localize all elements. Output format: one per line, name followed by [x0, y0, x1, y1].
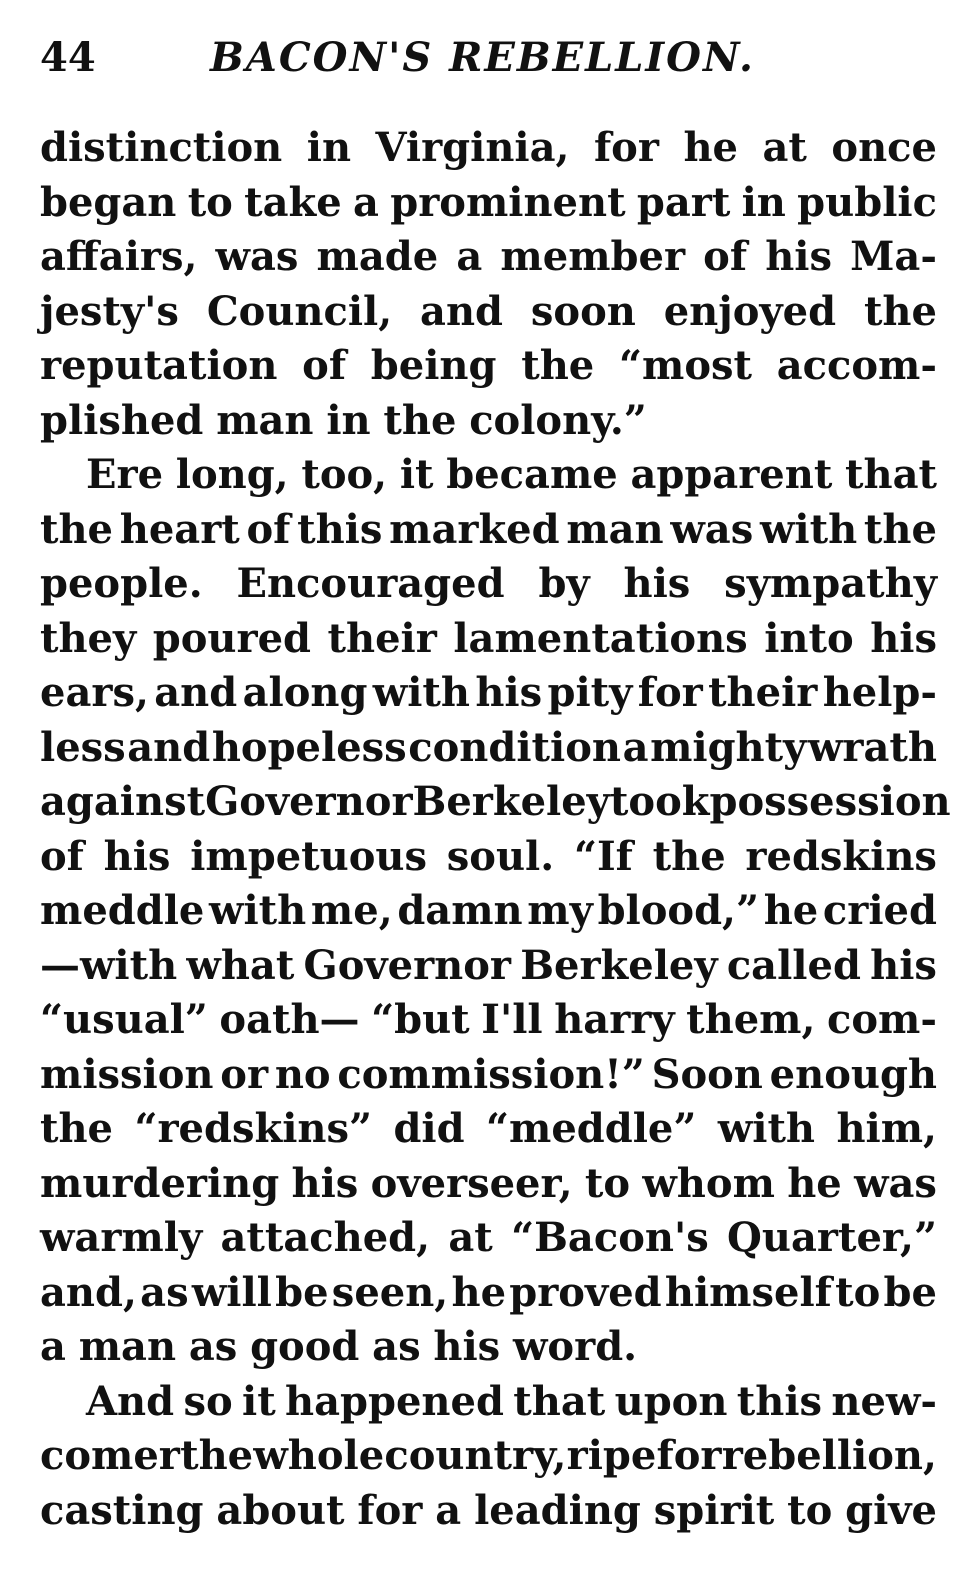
text-line: —with what Governor Berkeley called his	[40, 941, 937, 989]
text-line: the “redskins” did “meddle” with him,	[40, 1105, 937, 1152]
text-line: “usual” oath— “but I'll harry them, com-	[40, 996, 937, 1043]
paragraph	[40, 121, 937, 448]
page-number: 44	[40, 34, 96, 81]
text-line: they poured their lamentations into his	[40, 614, 937, 662]
text-line: people. Encouraged by his sympathy	[40, 560, 937, 607]
text-line: Ere long, too, it became apparent that	[86, 451, 937, 498]
paragraph	[40, 448, 951, 1375]
paragraph	[40, 1375, 937, 1539]
text-line: of his impetuous soul. “If the redskins	[40, 832, 937, 880]
page-header	[40, 28, 937, 98]
text-line: ears, and along with his pity for their help-	[40, 669, 937, 716]
text-line: less and hopeless condition a mighty wrath	[40, 723, 937, 771]
text-line: And so it happened that upon this new-	[86, 1377, 937, 1425]
text-line: mission or no commission!” Soon enough	[40, 1050, 937, 1098]
text-line: plished man in the colony.”	[40, 396, 647, 444]
text-line: began to take a prominent part in public	[40, 178, 937, 226]
text-line: meddle with me, damn my blood,” he cried	[40, 887, 937, 934]
text-line: affairs, was made a member of his Ma-	[40, 233, 937, 280]
text-line: against Governor Berkeley took possession	[40, 778, 951, 825]
text-line: murdering his overseer, to whom he was	[40, 1159, 937, 1207]
text-line: warmly attached, at “Bacon's Quarter,”	[40, 1214, 937, 1261]
body-text	[40, 121, 951, 1538]
text-line: comer the whole country, ripe for rebellion,	[40, 1432, 937, 1479]
running-title: BACON'S REBELLION.	[210, 34, 755, 81]
text-line: reputation of being the “most accom-	[40, 342, 937, 389]
text-line: distinction in Virginia, for he at once	[40, 124, 937, 171]
text-line: a man as good as his word.	[40, 1323, 638, 1370]
book-page	[40, 28, 951, 1534]
text-line: and, as will be seen, he proved himself to be	[40, 1268, 937, 1316]
text-line: jesty's Council, and soon enjoyed the	[40, 287, 937, 335]
text-line: casting about for a leading spirit to give	[40, 1486, 937, 1534]
text-line: the heart of this marked man was with the	[40, 505, 937, 553]
